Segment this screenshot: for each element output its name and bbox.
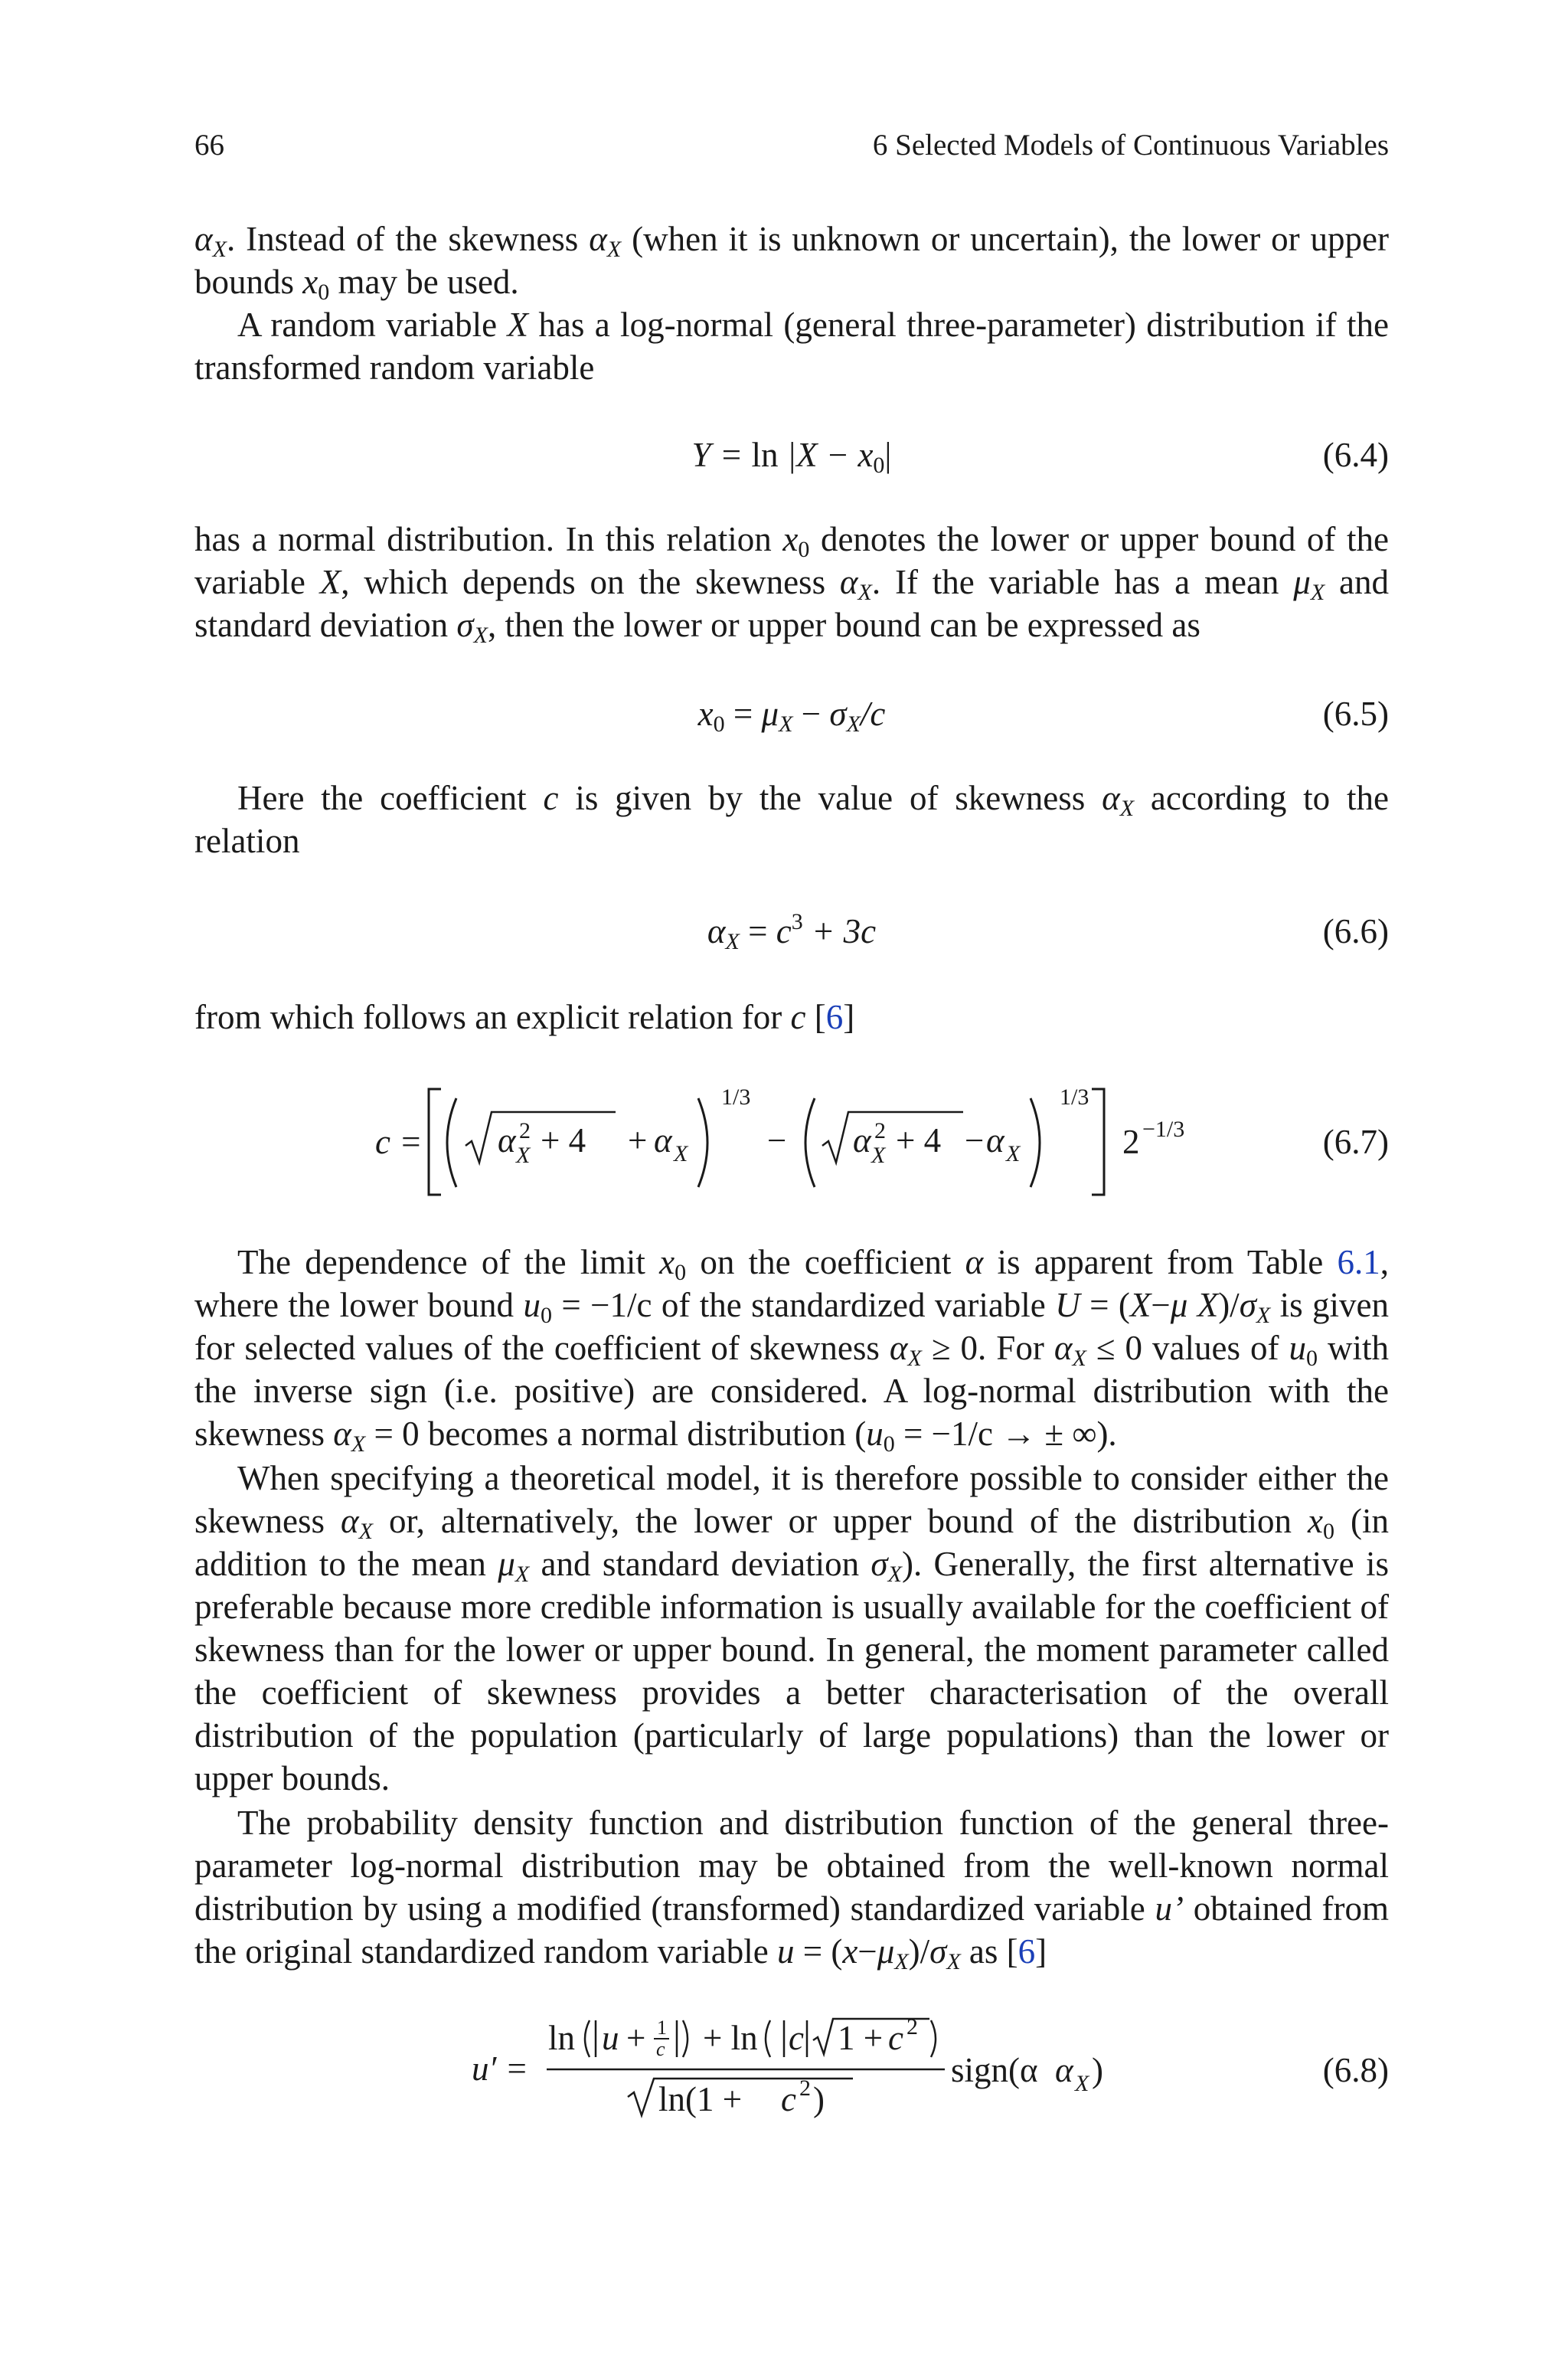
paragraph-6: The dependence of the limit $x_0$ on the coefficient α is apparent from Table 6.1, where the lower bound $u_0 = -1/c$ of the standardized variable U = (X−μ $X)/\sigma_X$ is given for selected values of the coefficient of skewness $\alpha_X \ge 0$. For $\alpha_X \le 0$ values of $u_0$ with the inverse sign (i.e. positive) are considered. A log-normal distribution with the skewness $\alpha_X = 0$ becomes a normal distribution ($u_0 = -1/c$ → ± ∞). [194, 1243, 1389, 1457]
equation-number: (6.8) [1322, 2051, 1389, 2089]
svg-text:X: X [674, 1141, 688, 1166]
paragraph-7: When specifying a theoretical model, it is therefore possible to consider either the skewness $\alpha_X$ or, alternatively, the lower or upper bound of the distribution $x_0$ (in addition to the mean $\mu_X$ and standard deviation $\sigma_X$). Generally, the first alternative is preferable because more credible information is usually available for the coefficient of skewness than for the lower or upper bound. In general, the moment parameter called the coefficient of skewness provides a better characterisation of the overall distribution of the population (particularly of large populations) than the lower or upper bounds. [194, 1459, 1390, 1797]
svg-text:c: c [789, 2019, 804, 2057]
equation-6-7 [194, 1072, 1389, 1210]
svg-text:u: u [602, 2019, 619, 2057]
svg-text:−: − [965, 1121, 985, 1160]
sqrt-symbol [822, 1112, 963, 1163]
paragraph-3: has a normal distribution. In this relation $x_0$ denotes the lower or upper bound of the variable X, which depends on the skewness $\alpha_X$. If the variable has a mean $\mu_X$ and standard deviation $\sigma_X$, then the lower or upper bound can be expressed as [194, 520, 1389, 648]
svg-text:sign(α: sign(α [951, 2051, 1038, 2089]
equation-number: (6.5) [1322, 695, 1389, 733]
svg-text:α: α [853, 1121, 871, 1160]
svg-text:+ 4: + 4 [541, 1121, 586, 1160]
equation-6-8 [194, 2007, 1389, 2129]
equation-6-4 [194, 433, 1389, 487]
page-number: 66 [194, 129, 224, 162]
svg-text:1/3: 1/3 [1060, 1084, 1089, 1110]
svg-text:−: − [767, 1121, 787, 1160]
svg-text:ln: ln [548, 2019, 576, 2057]
equation-6-8-svg [194, 2007, 1389, 2129]
paragraph-1: $\alpha_X$. Instead of the skewness $\alpha_X$ (when it is unknown or uncertain), the lower or upper bounds $x_0$ may be used. [194, 220, 1389, 305]
svg-text:X: X [1006, 1141, 1021, 1166]
svg-text:2: 2 [906, 2014, 918, 2039]
svg-text:α: α [1055, 2051, 1073, 2089]
equation-number: (6.6) [1322, 912, 1389, 950]
left-bracket [429, 1089, 441, 1195]
equation-number: (6.7) [1322, 1123, 1389, 1161]
svg-text:+: + [628, 1121, 648, 1160]
svg-text:+: + [626, 2019, 646, 2057]
left-paren [805, 1098, 815, 1187]
equation-body: $\alpha_X = c^3 + 3c$ [707, 909, 877, 954]
equation-6-6 [194, 910, 1389, 963]
svg-text:2: 2 [874, 1118, 886, 1143]
paragraph-4: Here the coefficient c is given by the value of skewness $\alpha_X$ according to the relation [194, 779, 1389, 860]
citation-link[interactable]: 6 [1018, 1932, 1036, 1971]
svg-text:c: c [781, 2080, 796, 2118]
svg-text:c: c [888, 2019, 903, 2057]
equation-6-5 [194, 692, 1389, 746]
svg-text:2: 2 [519, 1118, 531, 1143]
svg-text:ln(1 +: ln(1 + [658, 2080, 743, 2118]
svg-text:1 +: 1 + [838, 2019, 884, 2057]
svg-text:−1/3: −1/3 [1142, 1117, 1185, 1142]
table-reference-link[interactable]: 6.1 [1337, 1243, 1380, 1281]
svg-text:α: α [654, 1121, 672, 1160]
svg-text:): ) [813, 2080, 825, 2118]
equation-body: $Y = \ln |X - x_0|$ [691, 436, 892, 478]
paragraph-2: A random variable X has a log-normal (general three-parameter) distribution if the transformed random variable [194, 306, 1389, 387]
citation-link[interactable]: 6 [825, 998, 844, 1036]
chapter-title: 6 Selected Models of Continuous Variables [872, 129, 1389, 162]
svg-text:α: α [498, 1121, 516, 1160]
left-paren [447, 1098, 456, 1187]
svg-text:+ ln: + ln [703, 2019, 758, 2057]
svg-text:): ) [1092, 2051, 1103, 2089]
svg-text:c: c [656, 2038, 665, 2060]
svg-text:+ 4: + 4 [896, 1121, 942, 1160]
svg-text:2: 2 [1122, 1123, 1140, 1161]
paragraph-8: The probability density function and distribution function of the general three-parameter log-normal distribution may be obtained from the well-known normal distribution by using a modified (transformed) standardized variable u’ obtained from the original standardized random variable $u = (x-\mu_X)/\sigma_X$ as [6] [194, 1804, 1389, 1974]
equation-body: $x_0 = \mu_X - \sigma_X/c$ [697, 695, 886, 737]
svg-text:X: X [516, 1143, 531, 1168]
equation-6-7-svg [194, 1072, 1389, 1210]
eq67-lhs: c = [375, 1123, 423, 1161]
equation-number: (6.4) [1322, 436, 1389, 474]
svg-text:α: α [986, 1121, 1004, 1160]
svg-text:X: X [1075, 2071, 1089, 2096]
svg-text:X: X [871, 1143, 886, 1168]
right-paren [1031, 1098, 1040, 1187]
right-bracket [1092, 1089, 1104, 1195]
svg-text:2: 2 [799, 2075, 811, 2101]
paragraph-5: from which follows an explicit relation for c [6] [194, 998, 855, 1036]
svg-text:1/3: 1/3 [721, 1084, 751, 1110]
right-paren [698, 1098, 707, 1187]
svg-text:1: 1 [657, 2017, 667, 2039]
eq68-lhs: u′ = [472, 2049, 528, 2088]
